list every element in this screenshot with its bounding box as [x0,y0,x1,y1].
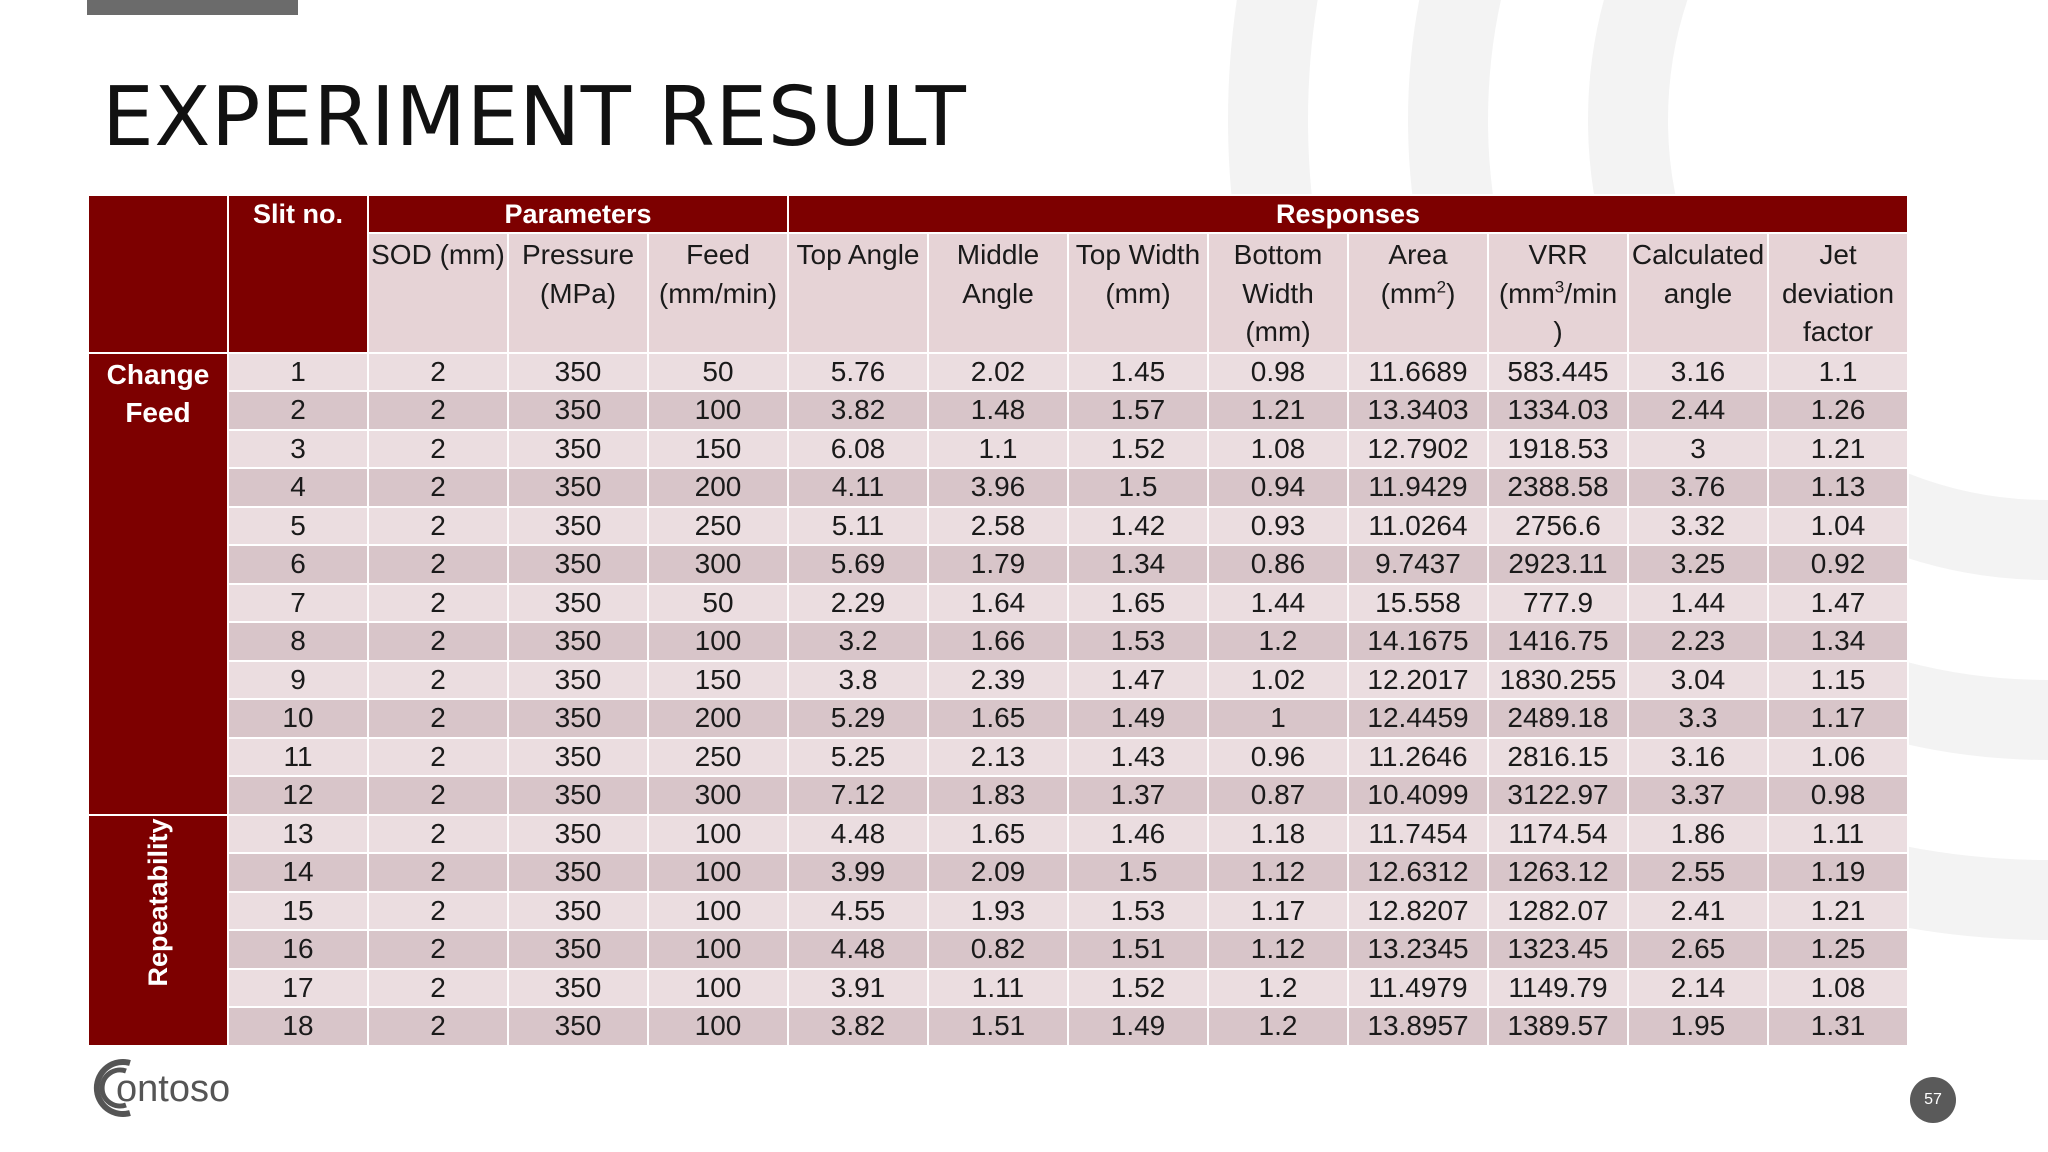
cell-jet-deviation-factor: 0.92 [1768,545,1908,584]
header-bottom-width: Bottom Width (mm) [1208,233,1348,353]
cell-top-width: 1.52 [1068,430,1208,469]
header-calculated-angle: Calculated angle [1628,233,1768,353]
cell-feed: 100 [648,853,788,892]
cell-top-width: 1.5 [1068,853,1208,892]
cell-top-angle: 5.11 [788,507,928,546]
table-row [88,661,1908,700]
cell-slit-no: 18 [228,1007,368,1046]
cell-vrr: 2388.58 [1488,468,1628,507]
table-row [88,353,1908,392]
cell-feed: 150 [648,430,788,469]
cell-calculated-angle: 2.41 [1628,892,1768,931]
cell-slit-no: 7 [228,584,368,623]
cell-area: 13.3403 [1348,391,1488,430]
cell-sod: 2 [368,545,508,584]
cell-vrr: 1174.54 [1488,815,1628,854]
cell-calculated-angle: 2.23 [1628,622,1768,661]
cell-top-angle: 4.48 [788,815,928,854]
cell-top-width: 1.45 [1068,353,1208,392]
cell-area: 13.8957 [1348,1007,1488,1046]
table-row [88,815,1908,854]
cell-top-width: 1.5 [1068,468,1208,507]
cell-area: 12.7902 [1348,430,1488,469]
cell-jet-deviation-factor: 1.47 [1768,584,1908,623]
header-feed: Feed (mm/min) [648,233,788,353]
cell-top-width: 1.52 [1068,969,1208,1008]
cell-vrr: 1149.79 [1488,969,1628,1008]
cell-pressure: 350 [508,622,648,661]
cell-vrr: 1323.45 [1488,930,1628,969]
cell-jet-deviation-factor: 1.21 [1768,892,1908,931]
header-middle-angle: Middle Angle [928,233,1068,353]
cell-calculated-angle: 3.16 [1628,738,1768,777]
cell-bottom-width: 1.12 [1208,853,1348,892]
cell-area: 15.558 [1348,584,1488,623]
header-jet-deviation-factor: Jet deviation factor [1768,233,1908,353]
cell-middle-angle: 1.1 [928,430,1068,469]
cell-top-width: 1.57 [1068,391,1208,430]
cell-sod: 2 [368,815,508,854]
cell-area: 12.8207 [1348,892,1488,931]
cell-feed: 150 [648,661,788,700]
cell-jet-deviation-factor: 1.15 [1768,661,1908,700]
cell-bottom-width: 1.21 [1208,391,1348,430]
cell-sod: 2 [368,738,508,777]
cell-middle-angle: 1.66 [928,622,1068,661]
cell-top-width: 1.34 [1068,545,1208,584]
table-row [88,776,1908,815]
cell-calculated-angle: 3.37 [1628,776,1768,815]
cell-slit-no: 3 [228,430,368,469]
cell-area: 11.0264 [1348,507,1488,546]
cell-middle-angle: 1.79 [928,545,1068,584]
cell-pressure: 350 [508,738,648,777]
cell-bottom-width: 0.98 [1208,353,1348,392]
header-top-angle: Top Angle [788,233,928,353]
logo-text: ontoso [116,1068,231,1110]
table-corner [88,195,228,353]
cell-area: 12.2017 [1348,661,1488,700]
header-responses: Responses [788,195,1908,233]
table-row [88,622,1908,661]
cell-sod: 2 [368,507,508,546]
cell-jet-deviation-factor: 1.19 [1768,853,1908,892]
cell-middle-angle: 1.64 [928,584,1068,623]
cell-jet-deviation-factor: 1.08 [1768,969,1908,1008]
cell-jet-deviation-factor: 1.31 [1768,1007,1908,1046]
cell-slit-no: 11 [228,738,368,777]
cell-slit-no: 1 [228,353,368,392]
cell-pressure: 350 [508,815,648,854]
cell-feed: 200 [648,468,788,507]
cell-slit-no: 2 [228,391,368,430]
cell-area: 12.4459 [1348,699,1488,738]
cell-middle-angle: 2.39 [928,661,1068,700]
cell-vrr: 777.9 [1488,584,1628,623]
cell-feed: 100 [648,1007,788,1046]
cell-calculated-angle: 2.65 [1628,930,1768,969]
cell-top-angle: 5.25 [788,738,928,777]
cell-jet-deviation-factor: 1.06 [1768,738,1908,777]
cell-slit-no: 9 [228,661,368,700]
cell-feed: 250 [648,738,788,777]
cell-sod: 2 [368,391,508,430]
cell-vrr: 2489.18 [1488,699,1628,738]
cell-pressure: 350 [508,545,648,584]
cell-calculated-angle: 2.14 [1628,969,1768,1008]
cell-bottom-width: 1.08 [1208,430,1348,469]
cell-area: 11.7454 [1348,815,1488,854]
cell-slit-no: 5 [228,507,368,546]
cell-slit-no: 17 [228,969,368,1008]
cell-calculated-angle: 3.76 [1628,468,1768,507]
cell-top-angle: 5.76 [788,353,928,392]
cell-sod: 2 [368,661,508,700]
cell-area: 11.2646 [1348,738,1488,777]
cell-pressure: 350 [508,430,648,469]
cell-top-width: 1.49 [1068,1007,1208,1046]
cell-jet-deviation-factor: 0.98 [1768,776,1908,815]
page-number-badge: 57 [1910,1077,1956,1123]
cell-slit-no: 16 [228,930,368,969]
cell-jet-deviation-factor: 1.17 [1768,699,1908,738]
header-area: Area $(mm^2)$ [1348,233,1488,353]
cell-vrr: 1830.255 [1488,661,1628,700]
experiment-result-table [87,194,1909,1047]
cell-feed: 100 [648,969,788,1008]
cell-pressure: 350 [508,507,648,546]
cell-pressure: 350 [508,661,648,700]
cell-area: 11.4979 [1348,969,1488,1008]
cell-sod: 2 [368,776,508,815]
cell-area: 10.4099 [1348,776,1488,815]
table-row [88,507,1908,546]
cell-feed: 300 [648,545,788,584]
header-top-width: Top Width (mm) [1068,233,1208,353]
table-body [88,353,1908,1046]
cell-pressure: 350 [508,892,648,931]
cell-top-angle: 3.82 [788,391,928,430]
header-vrr: VRR ($mm^3/\min$ ) [1488,233,1628,353]
cell-top-angle: 4.48 [788,930,928,969]
cell-top-width: 1.53 [1068,892,1208,931]
table-row [88,930,1908,969]
cell-top-angle: 3.91 [788,969,928,1008]
table-row [88,430,1908,469]
cell-vrr: 1334.03 [1488,391,1628,430]
cell-feed: 100 [648,892,788,931]
cell-jet-deviation-factor: 1.04 [1768,507,1908,546]
cell-vrr: 583.445 [1488,353,1628,392]
cell-top-width: 1.65 [1068,584,1208,623]
cell-area: 13.2345 [1348,930,1488,969]
cell-feed: 200 [648,699,788,738]
cell-vrr: 2756.6 [1488,507,1628,546]
cell-slit-no: 15 [228,892,368,931]
cell-jet-deviation-factor: 1.1 [1768,353,1908,392]
cell-bottom-width: 1.12 [1208,930,1348,969]
group-repeatability: Repeatability [88,815,228,1046]
cell-top-angle: 4.11 [788,468,928,507]
table-row [88,738,1908,777]
cell-sod: 2 [368,584,508,623]
cell-pressure: 350 [508,353,648,392]
cell-calculated-angle: 3.3 [1628,699,1768,738]
table-row [88,853,1908,892]
cell-bottom-width: 1.17 [1208,892,1348,931]
cell-bottom-width: 1.44 [1208,584,1348,623]
table-row [88,584,1908,623]
cell-sod: 2 [368,892,508,931]
cell-pressure: 350 [508,1007,648,1046]
cell-top-angle: 5.69 [788,545,928,584]
cell-vrr: 1918.53 [1488,430,1628,469]
cell-top-width: 1.47 [1068,661,1208,700]
cell-top-angle: 6.08 [788,430,928,469]
cell-feed: 100 [648,391,788,430]
cell-sod: 2 [368,353,508,392]
cell-vrr: 1389.57 [1488,1007,1628,1046]
cell-feed: 100 [648,930,788,969]
cell-top-width: 1.51 [1068,930,1208,969]
cell-jet-deviation-factor: 1.11 [1768,815,1908,854]
cell-area: 11.9429 [1348,468,1488,507]
cell-vrr: 2923.11 [1488,545,1628,584]
cell-middle-angle: 2.13 [928,738,1068,777]
cell-middle-angle: 1.65 [928,815,1068,854]
cell-middle-angle: 1.51 [928,1007,1068,1046]
cell-calculated-angle: 1.86 [1628,815,1768,854]
table-row [88,969,1908,1008]
cell-vrr: 1282.07 [1488,892,1628,931]
cell-vrr: 1263.12 [1488,853,1628,892]
cell-pressure: 350 [508,699,648,738]
cell-middle-angle: 1.11 [928,969,1068,1008]
cell-feed: 300 [648,776,788,815]
cell-jet-deviation-factor: 1.13 [1768,468,1908,507]
cell-sod: 2 [368,1007,508,1046]
cell-bottom-width: 0.86 [1208,545,1348,584]
cell-pressure: 350 [508,776,648,815]
table-row [88,468,1908,507]
cell-top-width: 1.43 [1068,738,1208,777]
cell-slit-no: 13 [228,815,368,854]
table-row [88,545,1908,584]
cell-pressure: 350 [508,853,648,892]
cell-jet-deviation-factor: 1.25 [1768,930,1908,969]
cell-calculated-angle: 2.44 [1628,391,1768,430]
cell-middle-angle: 2.58 [928,507,1068,546]
cell-sod: 2 [368,969,508,1008]
cell-feed: 50 [648,584,788,623]
cell-middle-angle: 0.82 [928,930,1068,969]
cell-bottom-width: 0.93 [1208,507,1348,546]
cell-top-angle: 3.99 [788,853,928,892]
cell-bottom-width: 0.94 [1208,468,1348,507]
table-row [88,892,1908,931]
cell-top-width: 1.42 [1068,507,1208,546]
table-row [88,1007,1908,1046]
cell-feed: 50 [648,353,788,392]
cell-slit-no: 6 [228,545,368,584]
cell-calculated-angle: 3.04 [1628,661,1768,700]
cell-sod: 2 [368,622,508,661]
cell-area: 12.6312 [1348,853,1488,892]
cell-calculated-angle: 1.44 [1628,584,1768,623]
cell-middle-angle: 2.09 [928,853,1068,892]
cell-top-width: 1.49 [1068,699,1208,738]
cell-area: 9.7437 [1348,545,1488,584]
header-pressure: Pressure (MPa) [508,233,648,353]
cell-middle-angle: 1.83 [928,776,1068,815]
cell-area: 14.1675 [1348,622,1488,661]
cell-area: 11.6689 [1348,353,1488,392]
table-row [88,699,1908,738]
cell-bottom-width: 1.18 [1208,815,1348,854]
cell-middle-angle: 1.93 [928,892,1068,931]
cell-pressure: 350 [508,969,648,1008]
cell-jet-deviation-factor: 1.26 [1768,391,1908,430]
cell-calculated-angle: 3 [1628,430,1768,469]
cell-calculated-angle: 3.25 [1628,545,1768,584]
cell-top-angle: 7.12 [788,776,928,815]
cell-feed: 100 [648,622,788,661]
cell-vrr: 1416.75 [1488,622,1628,661]
header-slit-no: Slit no. [228,195,368,353]
cell-top-angle: 2.29 [788,584,928,623]
table-row [88,391,1908,430]
cell-top-angle: 3.82 [788,1007,928,1046]
cell-pressure: 350 [508,391,648,430]
cell-slit-no: 10 [228,699,368,738]
page-title: EXPERIMENT RESULT [102,70,967,165]
cell-jet-deviation-factor: 1.21 [1768,430,1908,469]
cell-sod: 2 [368,468,508,507]
cell-bottom-width: 0.87 [1208,776,1348,815]
cell-sod: 2 [368,930,508,969]
header-sod: SOD (mm) [368,233,508,353]
cell-middle-angle: 1.48 [928,391,1068,430]
cell-feed: 250 [648,507,788,546]
cell-slit-no: 12 [228,776,368,815]
cell-top-angle: 5.29 [788,699,928,738]
cell-slit-no: 14 [228,853,368,892]
cell-calculated-angle: 3.16 [1628,353,1768,392]
cell-middle-angle: 3.96 [928,468,1068,507]
cell-pressure: 350 [508,930,648,969]
group-change-feed: Change Feed [88,353,228,815]
cell-top-width: 1.37 [1068,776,1208,815]
header-parameters: Parameters [368,195,788,233]
cell-feed: 100 [648,815,788,854]
cell-sod: 2 [368,853,508,892]
cell-top-angle: 4.55 [788,892,928,931]
cell-top-width: 1.53 [1068,622,1208,661]
cell-sod: 2 [368,430,508,469]
cell-sod: 2 [368,699,508,738]
cell-top-angle: 3.8 [788,661,928,700]
cell-pressure: 350 [508,468,648,507]
cell-calculated-angle: 2.55 [1628,853,1768,892]
cell-pressure: 350 [508,584,648,623]
contoso-logo [86,1055,266,1121]
cell-bottom-width: 1.2 [1208,1007,1348,1046]
cell-calculated-angle: 1.95 [1628,1007,1768,1046]
cell-vrr: 2816.15 [1488,738,1628,777]
cell-bottom-width: 1.2 [1208,622,1348,661]
cell-bottom-width: 1.02 [1208,661,1348,700]
cell-jet-deviation-factor: 1.34 [1768,622,1908,661]
cell-slit-no: 8 [228,622,368,661]
cell-calculated-angle: 3.32 [1628,507,1768,546]
cell-top-angle: 3.2 [788,622,928,661]
cell-slit-no: 4 [228,468,368,507]
cell-bottom-width: 1.2 [1208,969,1348,1008]
cell-top-width: 1.46 [1068,815,1208,854]
cell-vrr: 3122.97 [1488,776,1628,815]
cell-bottom-width: 0.96 [1208,738,1348,777]
cell-middle-angle: 2.02 [928,353,1068,392]
cell-middle-angle: 1.65 [928,699,1068,738]
cell-bottom-width: 1 [1208,699,1348,738]
